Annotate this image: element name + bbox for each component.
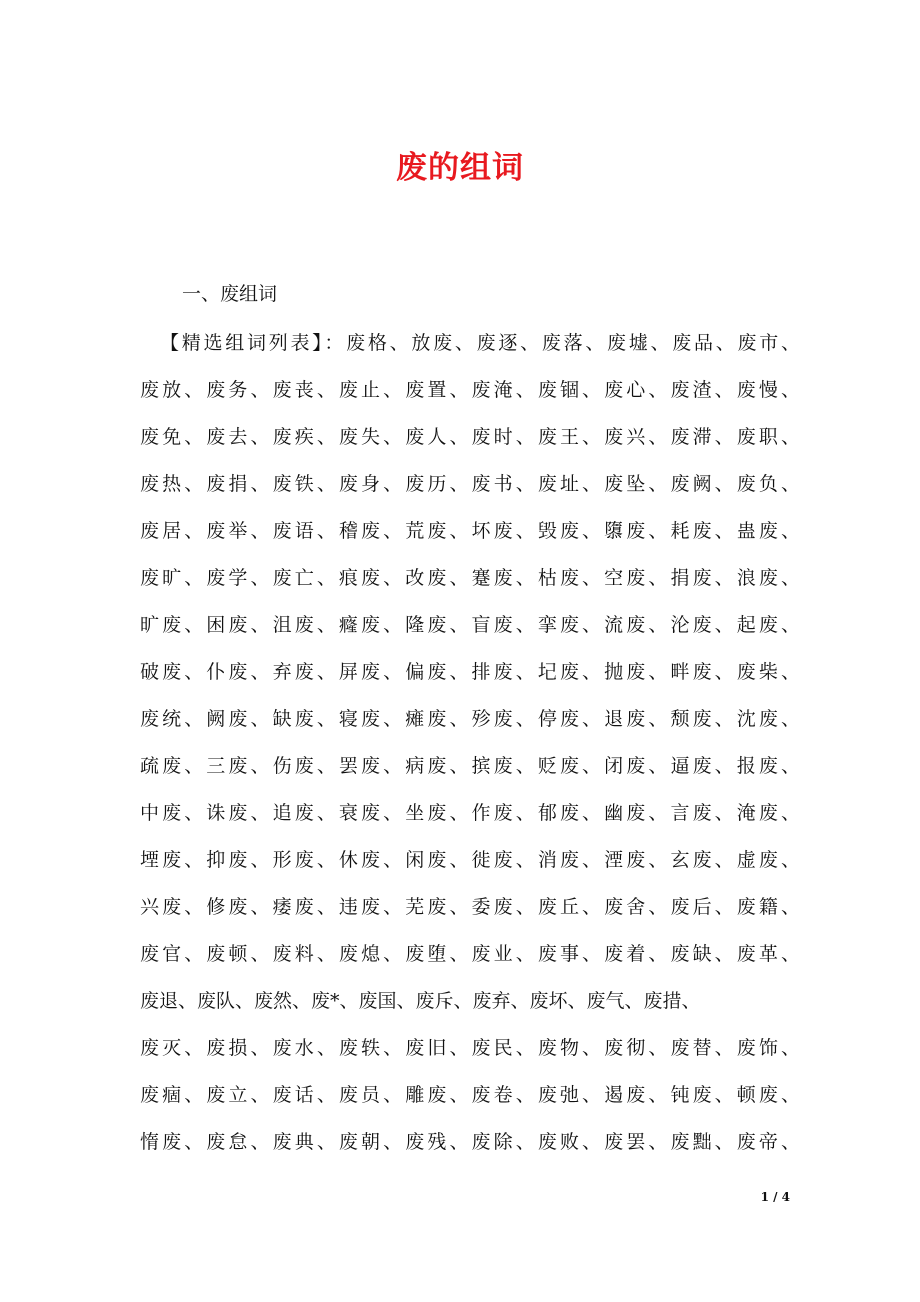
word-list-line: 中废、诛废、追废、衰废、坐废、作废、郁废、幽废、言废、淹废、 [140,802,800,824]
word-list-line: 堙废、抑废、形废、休废、闲废、徙废、消废、湮废、玄废、虚废、 [140,849,800,871]
word-list-line: 废统、阙废、缺废、寝废、瘫废、殄废、停废、退废、颓废、沈废、 [140,708,800,730]
section-heading: 一、废组词 [182,283,278,305]
word-list-line: 旷废、困废、沮废、癃废、隆废、盲废、挛废、流废、沦废、起废、 [140,614,800,636]
word-list-line: 废热、废捐、废铁、废身、废历、废书、废址、废坠、废阙、废负、 [140,473,800,495]
word-list-line: 废放、废务、废丧、废止、废置、废淹、废锢、废心、废渣、废慢、 [140,379,800,401]
word-list-line: 废灭、废损、废水、废轶、废旧、废民、废物、废彻、废替、废饰、 [140,1037,800,1059]
page-number: 1 / 4 [760,1190,790,1204]
word-list-line: 惰废、废怠、废典、废朝、废残、废除、废败、废罢、废黜、废帝、 [140,1131,800,1153]
word-list-line: 破废、仆废、弃废、屏废、偏废、排废、圮废、抛废、畔废、废柴、 [140,661,800,683]
word-list-line: 兴废、修废、痿废、违废、芜废、委废、废丘、废舍、废后、废籍、 [140,896,800,918]
page-title: 废的组词 [396,150,524,186]
word-list-line: 废居、废举、废语、稽废、荒废、坏废、毁废、隳废、耗废、蛊废、 [140,520,800,542]
word-list-line: 废免、废去、废疾、废失、废人、废时、废王、废兴、废滞、废职、 [140,426,800,448]
word-list-line: 废旷、废学、废亡、痕废、改废、蹇废、枯废、空废、捐废、浪废、 [140,567,800,589]
word-list-line: 废官、废顿、废料、废熄、废堕、废业、废事、废着、废缺、废革、 [140,943,800,965]
word-list-line: 疏废、三废、伤废、罢废、病废、摈废、贬废、闭废、逼废、报废、 [140,755,800,777]
word-list-line: 【精选组词列表】：废格、放废、废逐、废落、废墟、废品、废市、 [160,332,800,354]
word-list-line: 废痼、废立、废话、废员、雕废、废卷、废弛、遏废、钝废、顿废、 [140,1084,800,1106]
word-list-line: 废退、废队、废然、废*、废国、废斥、废弃、废坏、废气、废措、 [140,990,701,1012]
